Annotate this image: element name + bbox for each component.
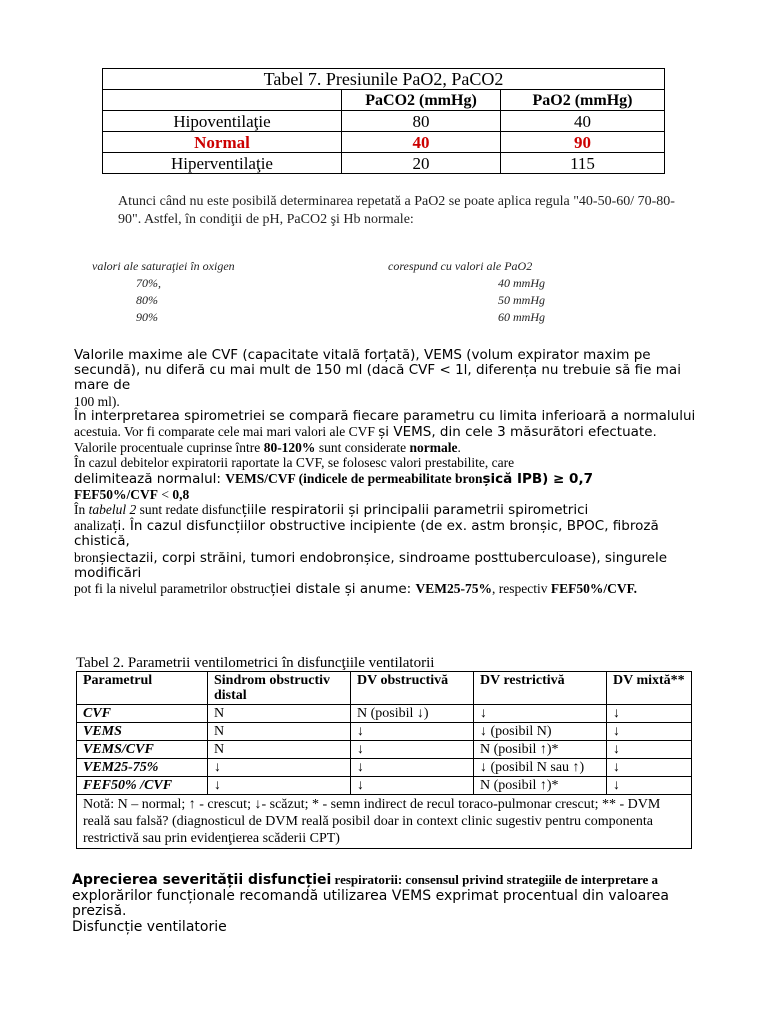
table-2-param: CVF: [77, 705, 208, 723]
table-7-row-label: Hiperventilaţie: [103, 153, 342, 174]
table-2-cell: ↓: [607, 759, 692, 777]
table-row: [103, 153, 665, 174]
table-note-row: [77, 795, 692, 849]
body-line: În interpretarea spirometriei se compară fiecare parametru cu limita inferioară a normalului: [74, 407, 696, 424]
body-line: [74, 581, 704, 597]
body-text-span: pot fi la nivelul parametrilor obstruc: [74, 581, 271, 597]
table-2-param: VEM25-75%: [77, 759, 208, 777]
body-bold-span: șică IPB) ≥ 0,7: [482, 470, 593, 487]
body-text-span: ți. În cazul disfuncțiilor obstructive incipiente (de ex. astm bronșic, BPOC, fibroză chistică,: [74, 518, 659, 550]
body-bold-span: FEF50%/CVF: [74, 486, 158, 502]
table-row: [77, 759, 692, 777]
rule-paragraph: Atunci când nu este posibilă determinarea repetată a PaO2 se poate aplica regula "40-50-60/ 70-80-90". Astfel, în condiţii de pH, PaCO2 şi Hb normale:: [118, 194, 675, 227]
table-row: [103, 111, 665, 132]
body-bold-span: VEMS/CVF (indicele de permeabilitate bron: [225, 470, 483, 486]
table-2-cell: ↓ (posibil N sau ↑): [474, 759, 607, 777]
body-text-span: și VEMS, din cele 3 măsurători efectuate.: [378, 424, 657, 441]
pao2-value: 50 mmHg: [498, 293, 545, 307]
table-2-header: Parametrul: [77, 672, 208, 705]
body-text-span: delimitează normalul:: [74, 470, 226, 487]
table-2-cell: N (posibil ↑)*: [474, 777, 607, 795]
table-2-cell: N (posibil ↑)*: [474, 741, 607, 759]
table-row: [103, 132, 665, 153]
body-text-span: șiectazii, corpi străini, tumori endobronșice, sindroame posttuberculoase), singurele modificări: [74, 549, 668, 581]
body-bold-span: normale: [409, 440, 458, 456]
table-7-cell: 80: [342, 111, 501, 132]
table-2-cell: ↓: [351, 759, 474, 777]
table-2-cell: ↓: [208, 777, 351, 795]
table-2-param: VEMS: [77, 723, 208, 741]
saturation-right-header: corespund cu valori ale PaO2: [388, 259, 533, 273]
body-text-span: bron: [74, 549, 99, 565]
body-line: [74, 487, 704, 502]
body-line: [74, 424, 704, 440]
table-7-cell: 40: [501, 111, 665, 132]
table-7-caption: Tabel 7. Presiunile PaO2, PaCO2: [103, 69, 665, 90]
table-2-caption: Tabel 2. Parametrii ventilometrici în disfuncţiile ventilatorii: [76, 655, 435, 671]
table-7-row-label: Hipoventilaţie: [103, 111, 342, 132]
table-7-header-paco2: PaCO2 (mmHg): [342, 90, 501, 111]
table-2-cell: ↓: [607, 777, 692, 795]
body-text-span: analiza: [74, 518, 113, 534]
body-text-span: , respectiv: [492, 581, 551, 597]
body-line: [74, 502, 704, 518]
body-text-span: acestuia. Vor fi comparate cele mai mari valori ale CVF: [74, 424, 379, 440]
table-7-cell: 40: [342, 132, 501, 153]
table-row: [77, 741, 692, 759]
body-text-span: <: [158, 486, 173, 502]
pao2-value: 40 mmHg: [498, 276, 545, 290]
saturation-left-header: valori ale saturaţiei în oxigen: [92, 259, 235, 273]
severity-line: explorărilor funcționale recomandă utilizarea VEMS exprimat procentual din valoarea prezisă.: [72, 887, 669, 919]
severity-paragraph: [72, 872, 712, 935]
body-text-span: sunt redate disfunc: [136, 502, 242, 518]
table-2-cell: ↓: [474, 705, 607, 723]
table-7-header-empty: [103, 90, 342, 111]
body-bold-span: VEM25-75%: [415, 581, 493, 597]
table-7-cell: 115: [501, 153, 665, 174]
body-text-span: În: [74, 502, 89, 518]
table-2-cell: ↓ (posibil N): [474, 723, 607, 741]
saturation-value: 70%,: [136, 276, 161, 290]
table-7-cell: 90: [501, 132, 665, 153]
table-2-cell: N: [208, 723, 351, 741]
body-text-span: ției distale: [270, 581, 345, 598]
table-2-header: DV obstructivă: [351, 672, 474, 705]
saturation-value: 90%: [136, 310, 158, 324]
table-header-row: [77, 672, 692, 705]
table-7: [102, 68, 665, 174]
severity-title-cont: respiratorii: consensul privind strategiile de interpretare a: [331, 872, 659, 887]
severity-line: [72, 872, 712, 889]
body-italic-span: tabelul 2: [88, 502, 137, 518]
table-7-header-pao2: PaO2 (mmHg): [501, 90, 665, 111]
body-line: 100 ml).: [74, 393, 120, 409]
table-2-cell: ↓: [351, 741, 474, 759]
table-row: [77, 777, 692, 795]
body-line: secundă), nu diferă cu mai mult de 150 ml (dacă CVF < 1l, diferența nu trebuie să fie mai mare de: [74, 362, 681, 394]
pao2-value: 60 mmHg: [498, 310, 545, 324]
body-paragraphs: [74, 348, 704, 597]
body-text-span: sunt considerate: [315, 440, 410, 456]
table-2-param: VEMS/CVF: [77, 741, 208, 759]
table-row: [77, 705, 692, 723]
table-2: [76, 671, 692, 849]
saturation-value: 80%: [136, 293, 158, 307]
body-bold-span: 0,8: [172, 486, 190, 502]
table-2-cell: ↓: [351, 777, 474, 795]
table-2-header: DV restrictivă: [474, 672, 607, 705]
table-2-cell: N (posibil ↓): [351, 705, 474, 723]
table-2-header: DV mixtă**: [607, 672, 692, 705]
body-bold-span: FEF50%/CVF.: [550, 581, 638, 597]
table-2-cell: N: [208, 741, 351, 759]
body-line: În cazul debitelor expiratorii raportate la CVF, se folosesc valori prestabilite, care: [74, 455, 515, 471]
table-2-cell: ↓: [607, 723, 692, 741]
body-line: Valorile maxime ale CVF (capacitate vitală forțată), VEMS (volum expirator maxim pe: [74, 347, 651, 363]
table-2-cell: ↓: [607, 741, 692, 759]
body-bold-span: 80-120%: [263, 440, 316, 456]
table-2-cell: ↓: [351, 723, 474, 741]
table-2-cell: ↓: [208, 759, 351, 777]
body-text-span: Valorile procentuale cuprinse între: [74, 440, 264, 456]
severity-title: Aprecierea severității disfuncției: [72, 872, 332, 888]
body-text-span: .: [457, 440, 461, 456]
table-2-header: Sindrom obstructiv distal: [208, 672, 351, 705]
severity-line: Disfuncție ventilatorie: [72, 918, 227, 935]
table-2-note: Notă: N – normal; ↑ - crescut; ↓- scăzut; * - semn indirect de recul toraco-pulmonar crescut; ** - DVM reală sau falsă? (diagnosticul de DVM reală posibil doar in context clinic sugestiv pentru componenta restrictivă sau prin evidenţierea scăderii CPT): [77, 795, 692, 849]
body-line: [74, 518, 704, 549]
table-2-param: FEF50% /CVF: [77, 777, 208, 795]
body-line: [74, 440, 704, 455]
table-row: [77, 723, 692, 741]
table-2-cell: N: [208, 705, 351, 723]
body-text-span: țiile respiratorii și principalii parametrii spirometrici: [241, 502, 589, 519]
table-7-cell: 20: [342, 153, 501, 174]
table-2-cell: ↓: [607, 705, 692, 723]
body-text-span: și anume:: [344, 581, 416, 598]
body-line: [74, 471, 704, 487]
table-7-row-label: Normal: [103, 132, 342, 153]
body-line: [74, 550, 704, 581]
